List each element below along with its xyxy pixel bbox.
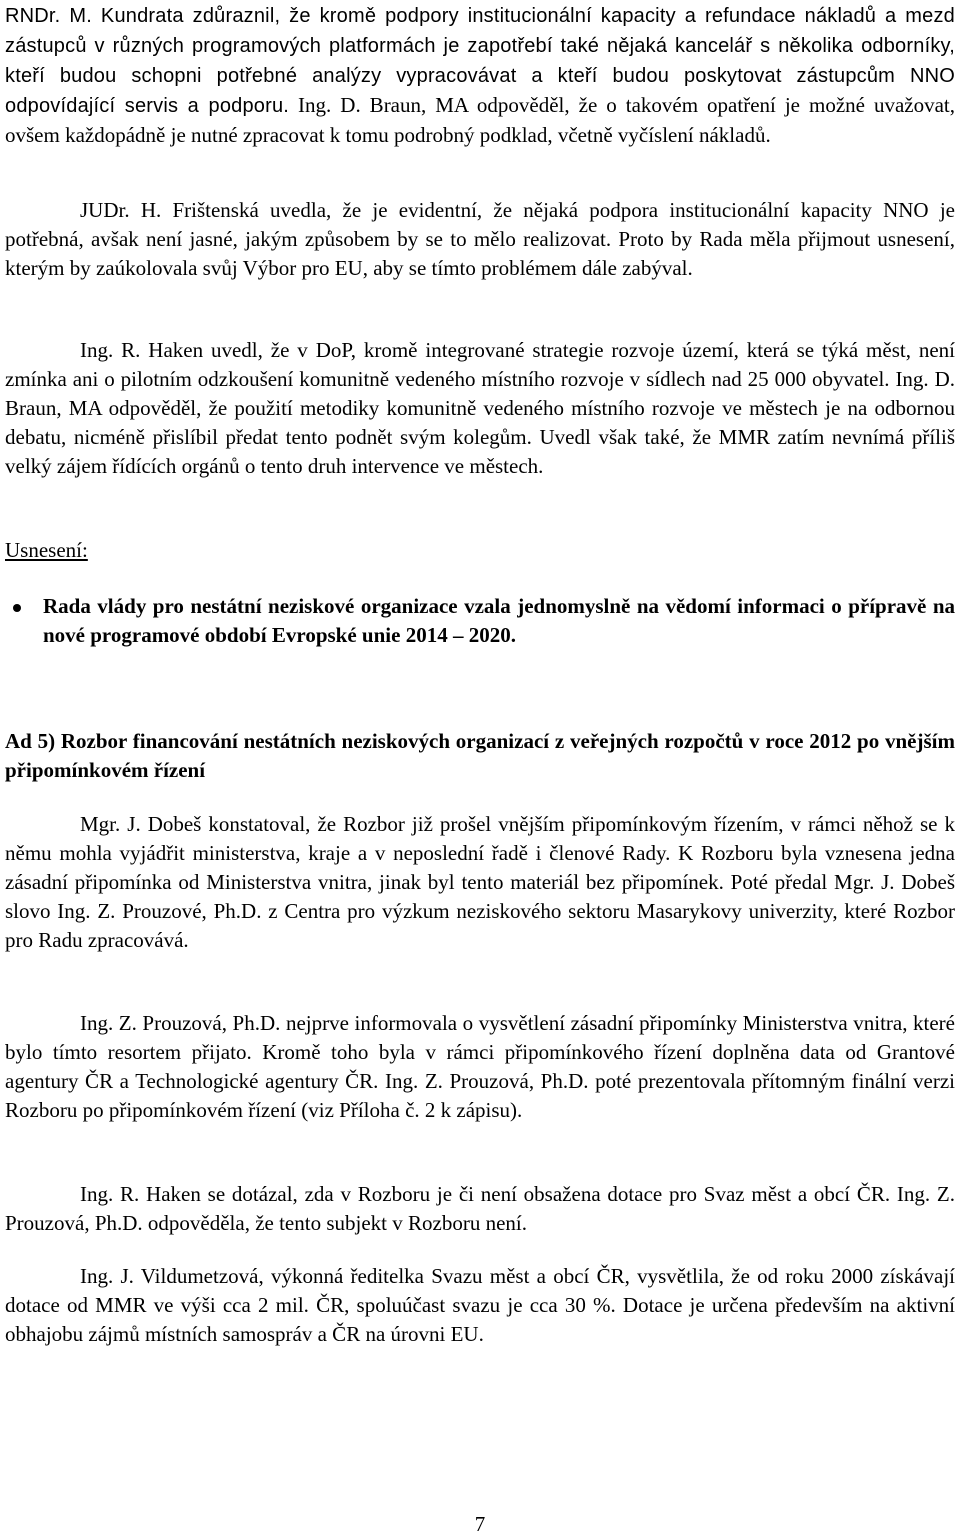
page-number: 7	[474, 1512, 486, 1536]
paragraph-kundrata	[5, 1, 955, 150]
bullet-icon	[13, 604, 21, 612]
paragraph-haken: Ing. R. Haken uvedl, že v DoP, kromě integrované strategie rozvoje území, která se týká měst, není zmínka ani o pilotním odzkoušení komunitně vedeného místního rozvoje v sídlech nad 25 000 obyvatel. Ing. D. Braun, MA odpověděl, že použití metodiky komunitně vedeného místního rozvoje ve městech je na odbornou debatu, nicméně přislíbil předat tento podnět svým kolegům. Uvedl však také, že MMR zatím nevnímá příliš velký zájem řídících orgánů o tento druh intervence ve městech.	[5, 338, 955, 478]
paragraph-haken-question: Ing. R. Haken se dotázal, zda v Rozboru je či není obsažena dotace pro Svaz měst a obcí ČR. Ing. Z. Prouzová, Ph.D. odpověděla, že tento subjekt v Rozboru není.	[5, 1182, 955, 1235]
paragraph-dobes: Mgr. J. Dobeš konstatoval, že Rozbor již prošel vnějším připomínkovým řízením, v rámci něhož se k němu mohla vyjádřit ministerstva, kraje a v neposlední řadě i členové Rady. K Rozboru byla vznesena jedna zásadní připomínka od Ministerstva vnitra, jinak byl tento materiál bez připomínek. Poté předal Mgr. J. Dobeš slovo Ing. Z. Prouzové, Ph.D. z Centra pro výzkum neziskového sektoru Masarykovy univerzity, které Rozbor pro Radu zpracovává.	[5, 812, 955, 952]
paragraph-prouzova: Ing. Z. Prouzová, Ph.D. nejprve informovala o vysvětlení zásadní připomínky Ministerstva vnitra, které bylo tímto resortem přijato. Kromě toho byla v rámci připomínkového řízení doplněna data od Grantové agentury ČR a Technologické agentury ČR. Ing. Z. Prouzová, Ph.D. poté prezentovala přítomným finální verzi Rozboru po připomínkovém řízení (viz Příloha č. 2 k zápisu).	[5, 1011, 955, 1122]
paragraph-braun-reply: Ing. D. Braun, MA odpověděl, že o takovém opatření je možné uvažovat, ovšem každopádně je nutné zpracovat k tomu podrobný podklad, včetně vyčíslení nákladů.	[5, 93, 956, 147]
paragraph-kundrata-text: RNDr. M. Kundrata zdůraznil, že kromě podpory institucionální kapacity a refundace nákladů a mezd zástupců v různých programových platformách je zapotřebí také nějaká kancelář s několika odborníky, kteří budou schopni potřebné analýzy vypracovávat a kteří budou poskytovat zástupcům NNO odpovídající servis a podporu.	[5, 5, 955, 117]
paragraph-fristenska: JUDr. H. Frištenská uvedla, že je evidentní, že nějaká podpora institucionální kapacity NNO je potřebná, avšak není jasné, jakým způsobem by se to mělo realizovat. Proto by Rada měla přijmout usnesení, kterým by zaúkolovala svůj Výbor pro EU, aby se tímto problémem dále zabýval.	[5, 198, 955, 280]
section-heading: Ad 5) Rozbor financování nestátních neziskových organizací z veřejných rozpočtů v roce 2012 po vnějším připomínkovém řízení	[5, 729, 955, 782]
resolution-heading: Usnesení:	[5, 538, 88, 562]
paragraph-vildumetzova: Ing. J. Vildumetzová, výkonná ředitelka Svazu měst a obcí ČR, vysvětlila, že od roku 2000 získávají dotace od MMR ve výši cca 2 mil. ČR, spoluúčast svazu je cca 30 %. Dotace je určena především na aktivní obhajobu zájmů místních samospráv a ČR na úrovni EU.	[5, 1264, 955, 1346]
resolution-item-text: Rada vlády pro nestátní neziskové organizace vzala jednomyslně na vědomí informaci o přípravě na nové programové období Evropské unie 2014 – 2020.	[43, 594, 955, 647]
